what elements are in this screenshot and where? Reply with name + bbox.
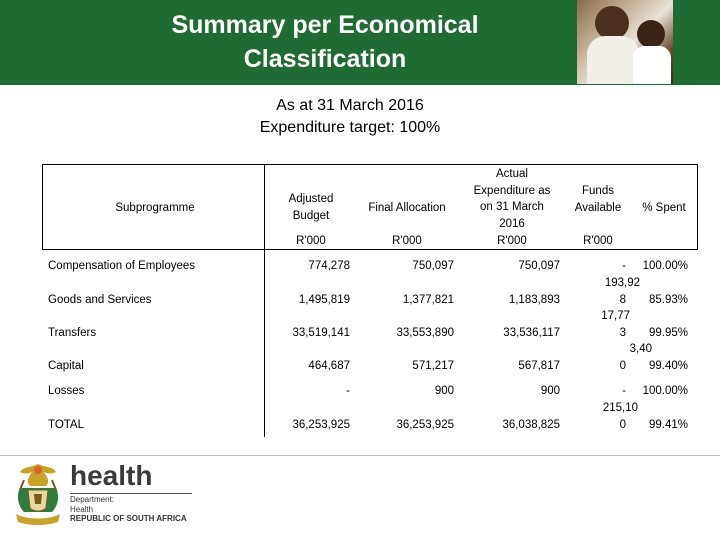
page-title-line2: Classification: [243, 45, 407, 73]
row-final: 1,377,821: [402, 294, 454, 306]
col-header-actual-line3: on 31 March: [480, 201, 544, 213]
row-funds-part2: 3: [619, 327, 626, 339]
row-pct: 99.40%: [648, 360, 688, 372]
col-header-subprogramme: Subprogramme: [115, 202, 195, 214]
row-pct: 100.00%: [642, 385, 688, 397]
row-pct: 100.00%: [642, 260, 688, 272]
row-funds-part2: 0: [619, 360, 626, 372]
row-funds: -: [622, 260, 626, 272]
row-pct: 99.95%: [648, 327, 688, 339]
row-funds-part1: 3,40: [629, 343, 652, 355]
col-header-adjusted-line2: Budget: [292, 209, 330, 222]
dept-line2: Health: [70, 504, 94, 514]
row-actual: 1,183,893: [508, 294, 560, 306]
department-label: [70, 495, 187, 524]
row-final: 33,553,890: [396, 327, 454, 339]
row-adjusted: 774,278: [308, 260, 350, 272]
footer-divider: [0, 455, 720, 456]
col-header-funds-line2: Available: [574, 201, 622, 214]
dept-line3: REPUBLIC OF SOUTH AFRICA: [70, 514, 187, 523]
row-label: Compensation of Employees: [48, 260, 196, 272]
row-funds: -: [622, 385, 626, 397]
title-banner: [0, 0, 720, 85]
row-adjusted: 1,495,819: [298, 294, 350, 306]
unit-actual: R'000: [497, 235, 527, 247]
subtitle: [200, 95, 500, 139]
col-header-actual-line1: Actual: [496, 168, 528, 180]
brand-wordmark: health: [70, 460, 153, 491]
row-funds-part2: 8: [619, 294, 626, 306]
expenditure-target: Expenditure target: 100%: [259, 119, 441, 136]
col-header-adjusted-line1: Adjusted: [288, 193, 334, 205]
row-pct: 85.93%: [648, 294, 688, 306]
row-funds-part1: 215,10: [602, 402, 638, 414]
col-header-actual-expenditure: [462, 166, 562, 232]
row-adjusted: 36,253,925: [292, 419, 350, 431]
row-actual: 36,038,825: [502, 419, 560, 431]
row-final: 36,253,925: [396, 419, 454, 431]
col-header-final-allocation: Final Allocation: [368, 202, 446, 214]
page-title-line1: Summary per Economical: [171, 11, 479, 39]
row-final: 750,097: [412, 260, 454, 272]
coat-of-arms-icon: [10, 460, 66, 530]
col-header-adjusted-budget: [266, 191, 356, 224]
header-photo: [577, 0, 673, 84]
row-adjusted: 464,687: [308, 360, 350, 372]
col-header-actual-line2: Expenditure as: [473, 184, 551, 197]
row-adjusted: 33,519,141: [292, 327, 350, 339]
unit-final: R'000: [392, 235, 422, 247]
row-label: Losses: [48, 385, 85, 397]
dept-line1: Department:: [70, 495, 115, 504]
col-header-funds-line1: Funds: [582, 185, 614, 197]
row-actual: 567,817: [518, 360, 560, 372]
row-label: Transfers: [48, 327, 97, 339]
row-actual: 750,097: [518, 260, 560, 272]
row-final: 571,217: [412, 360, 454, 372]
row-actual: 900: [540, 385, 560, 397]
report-date: As at 31 March 2016: [276, 97, 424, 114]
row-funds-part1: 17,77: [601, 310, 630, 322]
row-funds-part1: 193,92: [604, 277, 640, 289]
brand-divider: [70, 493, 192, 494]
unit-funds: R'000: [583, 235, 613, 247]
row-final: 900: [434, 385, 454, 397]
row-funds-part2: 0: [619, 419, 626, 431]
row-label: TOTAL: [48, 419, 84, 431]
unit-adjusted: R'000: [296, 235, 326, 247]
col-header-funds-available: [566, 183, 630, 216]
col-header-actual-line4: 2016: [499, 217, 525, 230]
col-header-pct-spent: % Spent: [642, 202, 686, 214]
row-label: Capital: [48, 360, 84, 372]
page-title: [110, 8, 540, 76]
row-pct: 99.41%: [648, 419, 688, 431]
row-actual: 33,536,117: [503, 327, 560, 339]
row-adjusted: -: [346, 385, 350, 397]
row-label: Goods and Services: [48, 294, 152, 306]
